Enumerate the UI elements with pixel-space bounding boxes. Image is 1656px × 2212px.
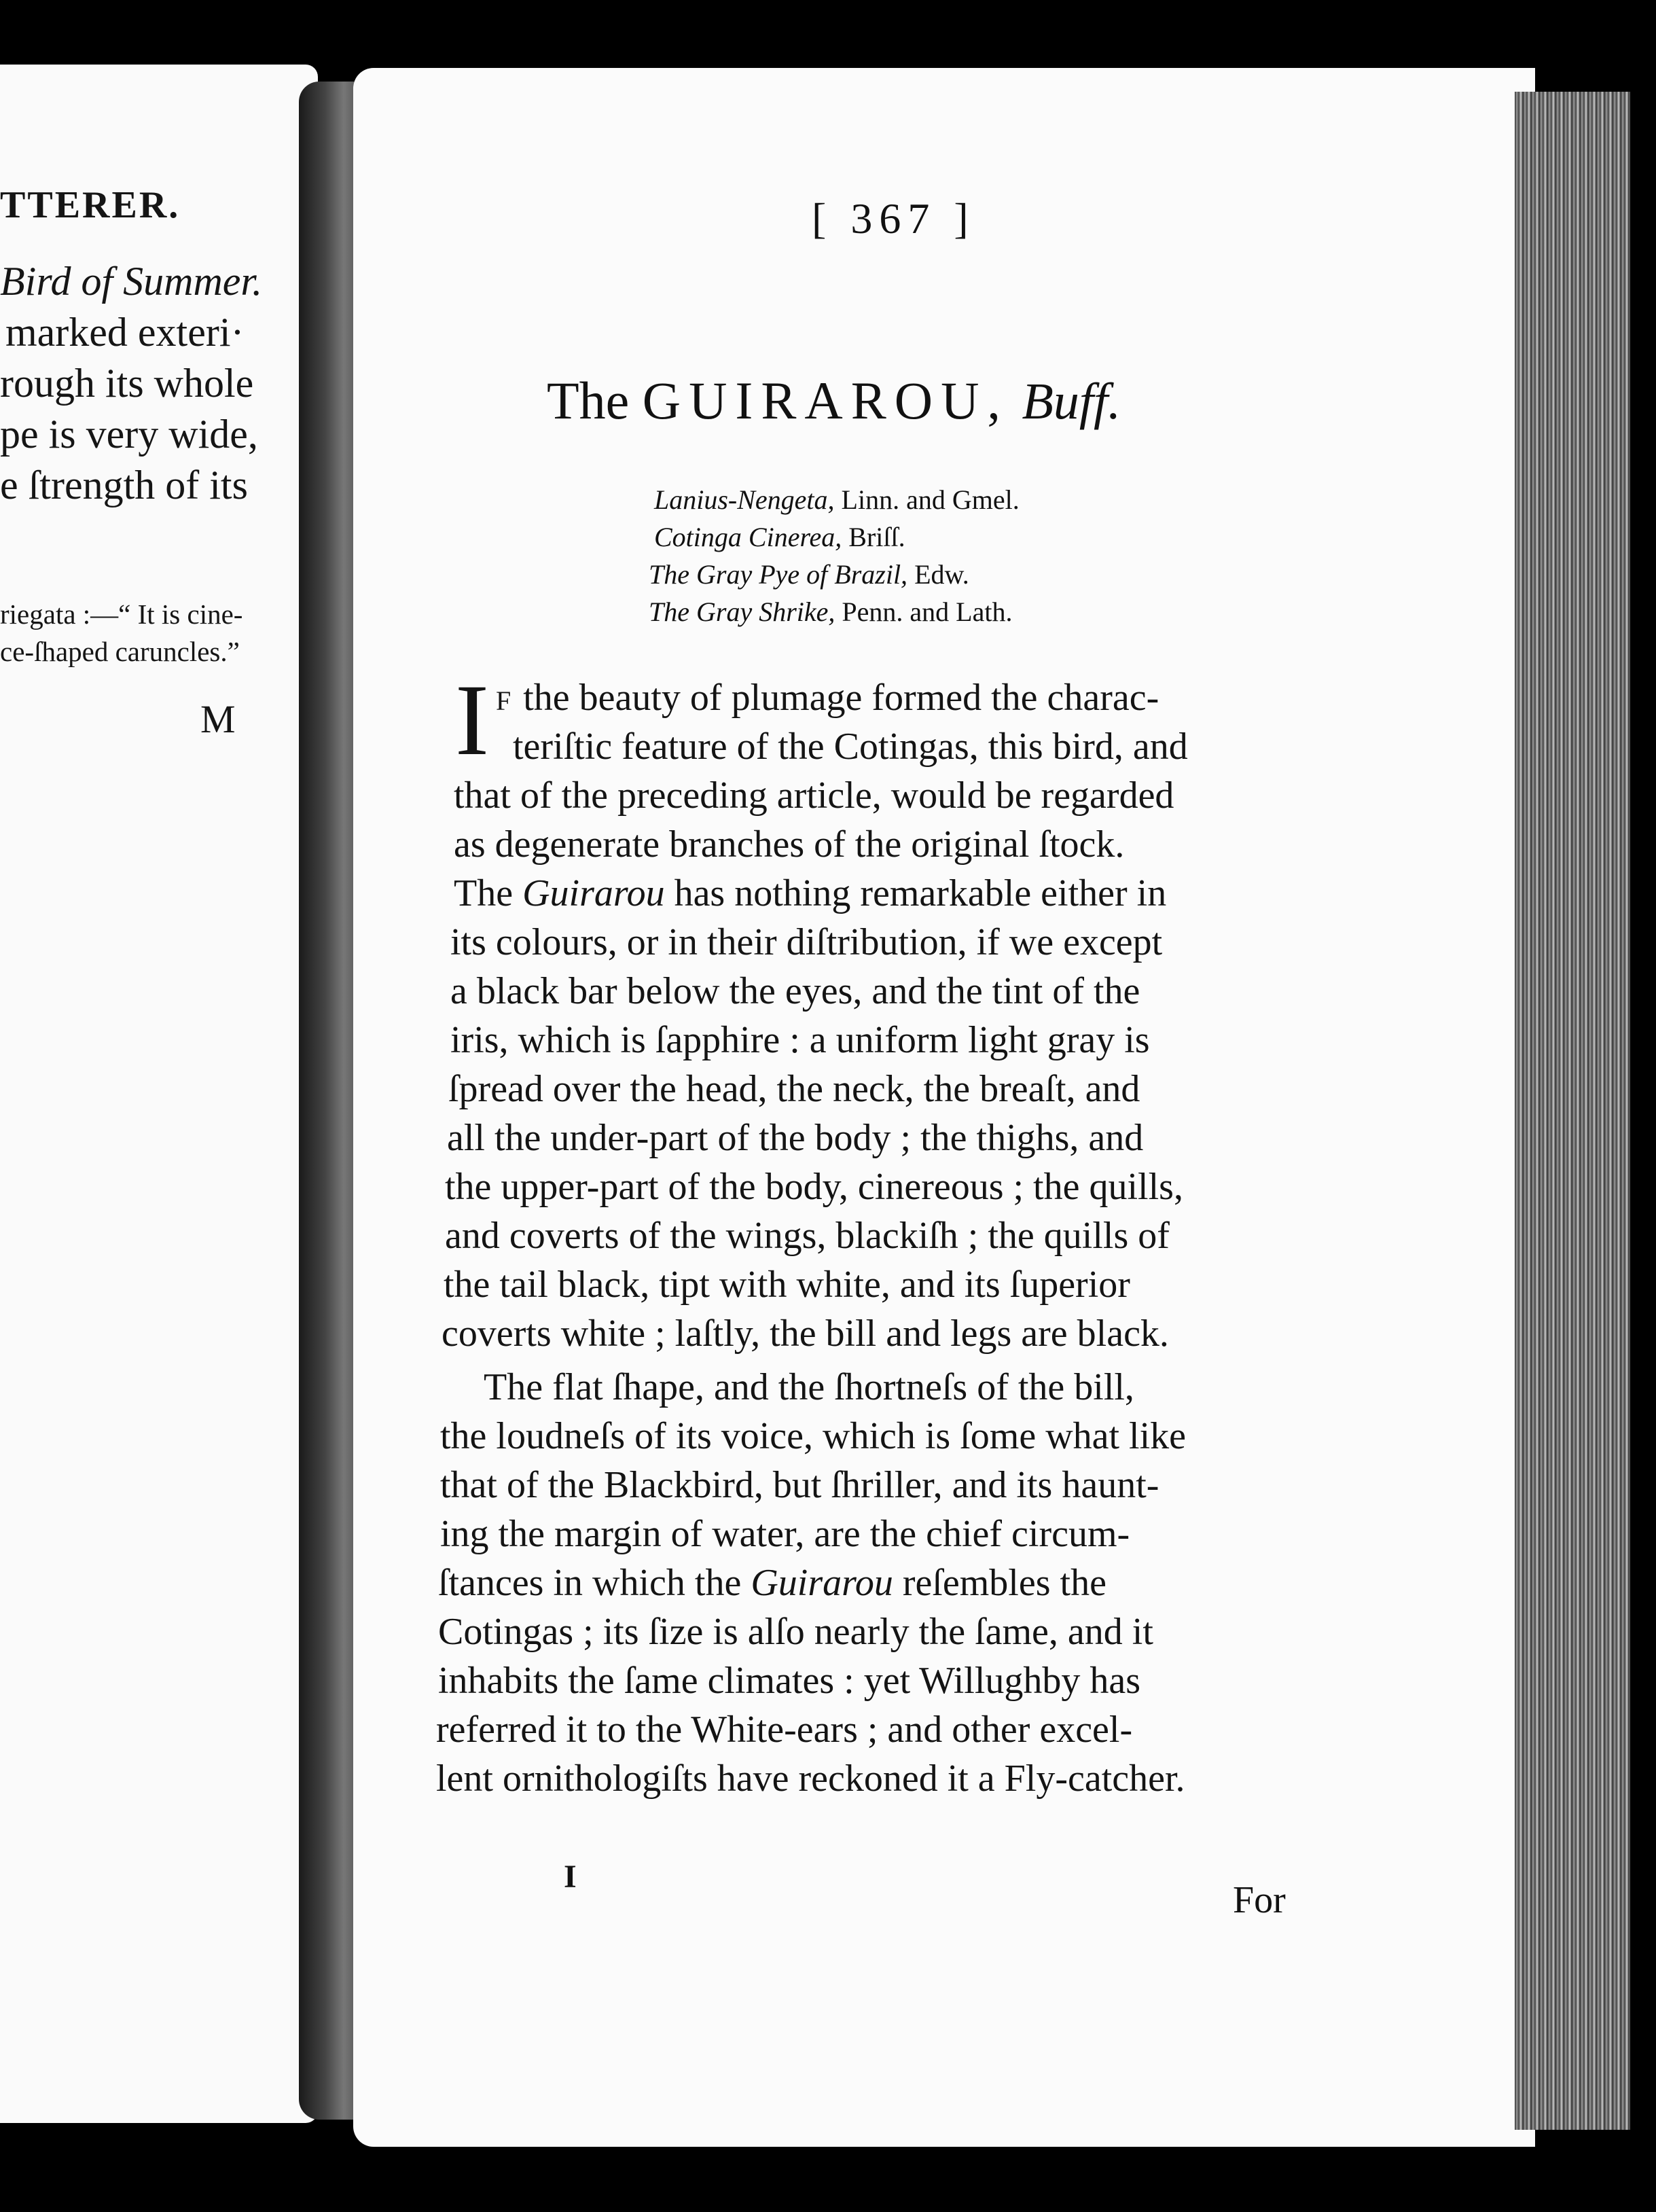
- body-line: that of the preceding article, would be regarded: [454, 774, 1174, 817]
- body-line: iris, which is ſapphire : a uniform light gray is: [450, 1019, 1150, 1061]
- left-page-line: Bird of Summer.: [0, 259, 263, 304]
- left-page-line: TTERER.: [0, 184, 181, 226]
- left-page-line: pe is very wide,: [0, 412, 258, 457]
- body-line: the upper-part of the body, cinereous ; the quills,: [445, 1166, 1183, 1208]
- synonym-line: [649, 596, 1012, 628]
- left-page-line: rough its whole: [0, 361, 254, 406]
- left-page-signature: M: [200, 697, 236, 741]
- left-page-line: e ſtrength of its: [0, 463, 248, 507]
- body-line: a black bar below the eyes, and the tint of the: [450, 970, 1140, 1012]
- body-line: teriſtic feature of the Cotingas, this bird, and: [513, 726, 1188, 768]
- left-page: [0, 65, 318, 2123]
- body-line: ſpread over the head, the neck, the breaſt, and: [448, 1068, 1140, 1110]
- synonym-line: [654, 484, 1020, 516]
- body-line: inhabits the ſame climates : yet Willughby has: [438, 1660, 1141, 1702]
- page-title: [547, 370, 1121, 431]
- body-line: the loudneſs of its voice, which is ſome what like: [440, 1415, 1187, 1457]
- body-line: ſtances in which the Guirarou reſembles the: [438, 1562, 1106, 1604]
- body-line: that of the Blackbird, but ſhriller, and its haunt-: [440, 1464, 1159, 1506]
- body-line: [496, 676, 1159, 719]
- body-line: coverts white ; laſtly, the bill and legs are black.: [442, 1313, 1169, 1355]
- synonym-source: Edw.: [907, 559, 969, 590]
- synonym-source: Briſſ.: [842, 522, 905, 552]
- left-page-footnote-line: riegata :—“ It is cine-: [0, 599, 243, 630]
- synonym-name: Cotinga Cinerea,: [654, 522, 842, 552]
- synonym-line: [654, 521, 905, 553]
- body-line-text: the beauty of plumage formed the charac-: [514, 677, 1159, 719]
- left-page-footnote-line: ce-ſhaped caruncles.”: [0, 636, 240, 667]
- body-line: ing the margin of water, are the chief circum-: [440, 1513, 1130, 1555]
- body-line: and coverts of the wings, blackiſh ; the quills of: [445, 1215, 1170, 1257]
- page-edges: [1515, 92, 1630, 2130]
- synonym-name: Lanius-Nengeta,: [654, 484, 835, 515]
- body-line: The flat ſhape, and the ſhortneſs of the bill,: [484, 1366, 1134, 1408]
- page-number: [ 367 ]: [812, 194, 975, 243]
- signature-mark: I: [564, 1859, 577, 1895]
- body-line: The Guirarou has nothing remarkable either in: [454, 872, 1167, 914]
- title-prefix: The: [547, 371, 630, 430]
- body-line: Cotingas ; its ſize is alſo nearly the ſame, and it: [438, 1611, 1153, 1653]
- body-line: referred it to the White-ears ; and other excel-: [436, 1709, 1133, 1751]
- drop-cap: I: [455, 664, 489, 777]
- synonym-name: The Gray Shrike,: [649, 596, 835, 627]
- title-name: GUIRAROU,: [642, 371, 1009, 430]
- body-line: lent ornithologiſts have reckoned it a Fly-catcher.: [436, 1758, 1185, 1800]
- body-line: the tail black, tipt with white, and its ſuperior: [444, 1264, 1130, 1306]
- synonym-line: [649, 558, 969, 590]
- catchword: For: [1233, 1879, 1286, 1921]
- synonym-source: Penn. and Lath.: [835, 596, 1013, 627]
- body-line: all the under-part of the body ; the thighs, and: [447, 1117, 1144, 1159]
- left-page-line: marked exteri·: [5, 310, 245, 355]
- body-line: as degenerate branches of the original ſtock.: [454, 823, 1125, 866]
- title-author: Buff.: [1022, 373, 1121, 430]
- body-line: its colours, or in their diſtribution, if we except: [450, 921, 1163, 963]
- synonym-source: Linn. and Gmel.: [834, 484, 1020, 515]
- first-word-rest: F: [496, 685, 514, 716]
- synonym-name: The Gray Pye of Brazil,: [649, 559, 908, 590]
